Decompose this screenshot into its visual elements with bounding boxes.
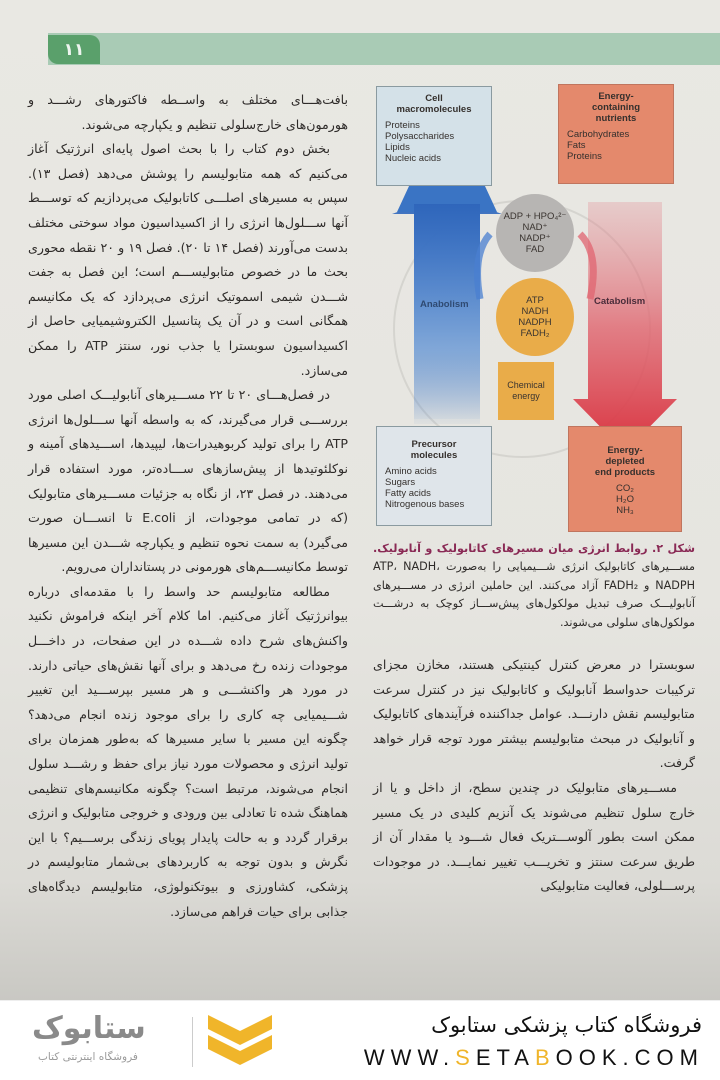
left-text-column xyxy=(28,88,348,924)
paragraph: سوبسترا در معرض کنترل کینتیکی هستند، مخازن مجزای ترکیبات حدواسط آنابولیک و کاتابولیک نیز در کنترل سرعت متابولیسم نقش دارنـــد. عوامل جداکننده فرآیندهای کاتابولیک و آنابولیک در مبحث متابولیسم بیشتر مورد توجه قرار خواهد گرفت. xyxy=(373,657,695,771)
right-text-column xyxy=(373,653,695,899)
catabolism-label: Catabolism xyxy=(594,296,646,307)
anabolism-label: Anabolism xyxy=(420,299,469,310)
header-band xyxy=(48,33,720,65)
end-products-box: Energy- depleted end products CO₂ H₂O NH₃ xyxy=(568,426,682,532)
paragraph: بافت‌هـــای مختلف به واســطه فاکتورهای رشـــد و هورمون‌های خارج‌سلولی تنظیم و یکپارچه می‌شوند. xyxy=(28,92,348,132)
store-footer xyxy=(0,1000,720,1080)
atp-nadh-circle: ATP NADH NADPH FADH₂ xyxy=(496,278,574,356)
logo-subtitle: فروشگاه اینترنتی کتاب xyxy=(38,1051,138,1063)
paragraph: مســـیرهای متابولیک در چندین سطح، از داخل و یا از خارج سلول تنظیم می‌شوند یک آنزیم کلیدی در یک مسیر ممکن است بطور آلوســـتریک فعال شـــود یا مقدار آن از طریق سرعت سنتز و تخریـــب تغییر نمایـــد. در موجودات پرســـلولی، فعالیت متابولیکی xyxy=(373,779,695,894)
precursor-molecules-box: Precursor molecules Amino acids Sugars Fatty acids Nitrogenous bases xyxy=(376,426,492,526)
paragraph: در فصل‌هـــای ۲۰ تا ۲۲ مســـیرهای آنابولیـــک اصلی مورد بررســـی قرار می‌گیرند، که به واسطه آنها ســـلول‌ها انرژی ATP را برای تولید کربوهیدرات‌ها، لیپیدها، اســـیدهای آمینه و نوکلئوتیدها از پیش‌سازهای ســـاده‌تر، مورد استفاده قرار می‌دهند. در فصل ۲۳، از نگاه به جزئیات مســـیرهای متابولیک (که در تمامی موجودات، از E.coli تا انســـان صورت می‌گیرد) به سمت نحوه تنظیم و یکپارچه شـــدن این مسیرها توسط مکانیســـم‌های هورمونی در پستانداران می‌رویم. xyxy=(28,387,348,575)
paragraph: مطالعه متابولیسم حد واسط را با مقدمه‌ای درباره بیوانرژتیک آغاز می‌کنیم. اما کلام آخر اینکه فراموش نکنید واکنش‌های شرح داده شـــده در این صفحات، در داخـــل موجودات زنده رخ می‌دهد و برای آنها نقش‌های حیاتی دارند. در مورد هر واکنشـــی و هر مسیر بپرســـید این تغییر شـــیمیایی چه کاری را برای موجود زنده انجام می‌دهد؟ چگونه این مسیر با سایر مسیرها که به‌طور همزمان برای تولید انرژی و محصولات مورد نیاز برای حفظ و رشـــد سلول انجام می‌شوند، مرتبط است؟ چگونه مکانیسم‌های تنظیمی هماهنگ شده تا تعادلی بین ورودی و خروجی متابولیک و انرژی برقرار گردد و به حالت پایدار پویای زندگی برســـیم؟ با این نگرش و بدون توجه به کاربردهای بی‌شمار متابولیسم در پزشکی، کشاورزی و بیوتکنولوژی، متابولیسم دیدگاه‌های جذابی برای حیات فراهم می‌سازد. xyxy=(28,583,348,919)
store-url[interactable]: WWW.SETABOOK.COM xyxy=(363,1045,704,1070)
paragraph: بخش دوم کتاب را با بحث اصول پایه‌ای انرژتیک آغاز می‌کنیم که همه متابولیسم را پوشش می‌دهد (فصل ۱۳). سپس به مسیرهای اصلـــی کاتابولیک می‌پردازیم که توســـط آنها ســـلول‌ها انرژی را از اکسیداسیون مواد سوختی مختلف بدست می‌آورند (فصل ۱۴ تا ۲۰). فصل ۱۹ و ۲۰ نقطه محوری بحث ما در خصوص متابولیســـم است؛ این فصل به جفت شـــدن شیمی اسموتیک انرژی می‌پردازد که یک مکانیسم همگانی است و در آن یک پتانسیل الکتروشیمیایی حاصل از اکسیداسیون سوبسترا یا جذب نور، سنتز ATP را ممکن می‌سازد. xyxy=(28,141,348,378)
chemical-energy-box: Chemical energy xyxy=(498,362,554,420)
logo-divider xyxy=(192,1017,193,1067)
logo-wordmark: ستابوک xyxy=(32,1011,146,1046)
page-number: ۱۱ xyxy=(48,35,100,64)
caption-title: شکل ۲. روابط انرژی میان مسیرهای کاتابولیک و آنابولیک. xyxy=(373,542,696,555)
store-title: فروشگاه کتاب پزشکی ستابوک xyxy=(431,1013,702,1037)
chevron-logo-icon xyxy=(208,1015,272,1069)
nad-adp-circle: ADP + HPO₄²⁻ NAD⁺ NADP⁺ FAD xyxy=(496,194,574,272)
energy-nutrients-box: Energy- containing nutrients Carbohydrates Fats Proteins xyxy=(558,84,674,184)
cell-macromolecules-box: Cell macromolecules Proteins Polysaccharides Lipids Nucleic acids xyxy=(376,86,492,186)
caption-body: مســـیرهای کاتابولیک انرژی شـــیمیایی را به‌صورت ATP، NADH، NADPH و FADH₂ آزاد می‌کنند. این حاملین انرژی در مســـیرهای آنابولیـــک صرف تبدیل مولکول‌های پیش‌ســـاز کوچک به درشـــت مولکول‌های سلولی می‌شوند. xyxy=(373,560,696,629)
metabolism-figure xyxy=(372,84,684,542)
figure-caption xyxy=(373,540,695,632)
store-logo[interactable] xyxy=(32,1011,282,1071)
